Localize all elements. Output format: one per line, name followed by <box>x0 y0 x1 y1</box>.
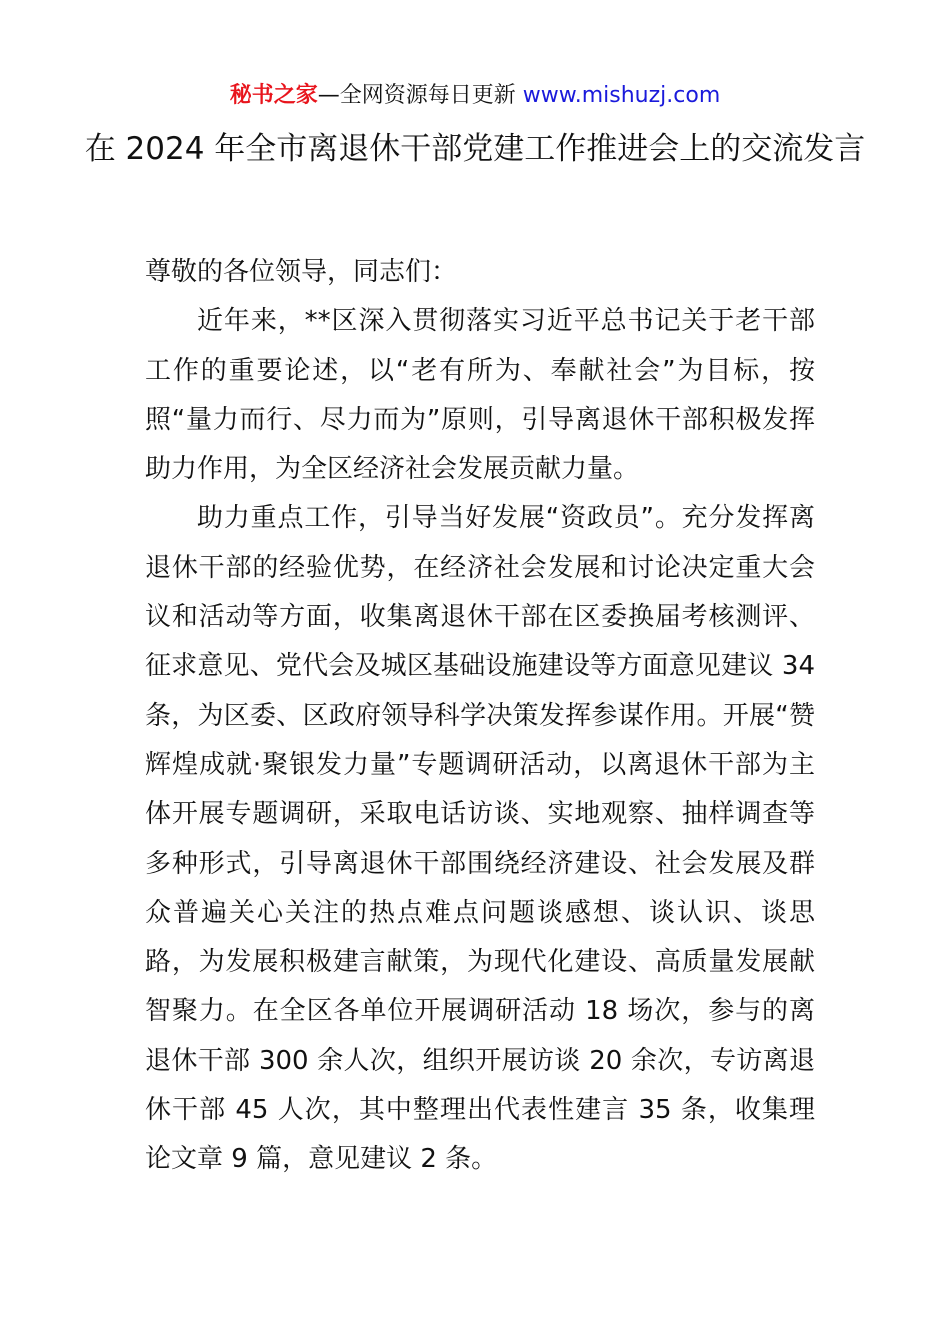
site-brand: 秘书之家 <box>229 83 318 108</box>
site-tagline: —全网资源每日更新 <box>317 83 523 108</box>
paragraph-intro: 近年来，**区深入贯彻落实习近平总书记关于老干部工作的重要论述，以“老有所为、奉献社会”为目标，按照“量力而行、尽力而为”原则，引导离退休干部积极发挥助力作用，为全区经济社会发展贡献力量。 <box>145 306 815 485</box>
document-body <box>145 248 815 1185</box>
salutation: 尊敬的各位领导，同志们： <box>145 257 458 287</box>
paragraph-key-work: 助力重点工作，引导当好发展“资政员”。充分发挥离退休干部的经验优势，在经济社会发展和讨论决定重大会议和活动等方面，收集离退休干部在区委换届考核测评、征求意见、党代会及城区基础设施建设等方面意见建议 34 条，为区委、区政府领导科学决策发挥参谋作用。开展“赞辉煌成就·聚银发力量”专题调研活动，以离退休干部为主体开展专题调研，采取电话访谈、实地观察、抽样调查等多种形式，引导离退休干部围绕经济建设、社会发展及群众普遍关心关注的热点难点问题谈感想、谈认识、谈思路，为发展积极建言献策，为现代化建设、高质量发展献智聚力。在全区各单位开展调研活动 18 场次，参与的离退休干部 300 余人次，组织开展访谈 20 余次，专访离退休干部 45 人次，其中整理出代表性建言 35 条，收集理论文章 9 篇，意见建议 2 条。 <box>145 503 815 1175</box>
site-header <box>0 80 950 112</box>
site-url-link[interactable]: www.mishuzj.com <box>522 83 721 108</box>
document-title: 在 2024 年全市离退休干部党建工作推进会上的交流发言 <box>84 131 866 167</box>
